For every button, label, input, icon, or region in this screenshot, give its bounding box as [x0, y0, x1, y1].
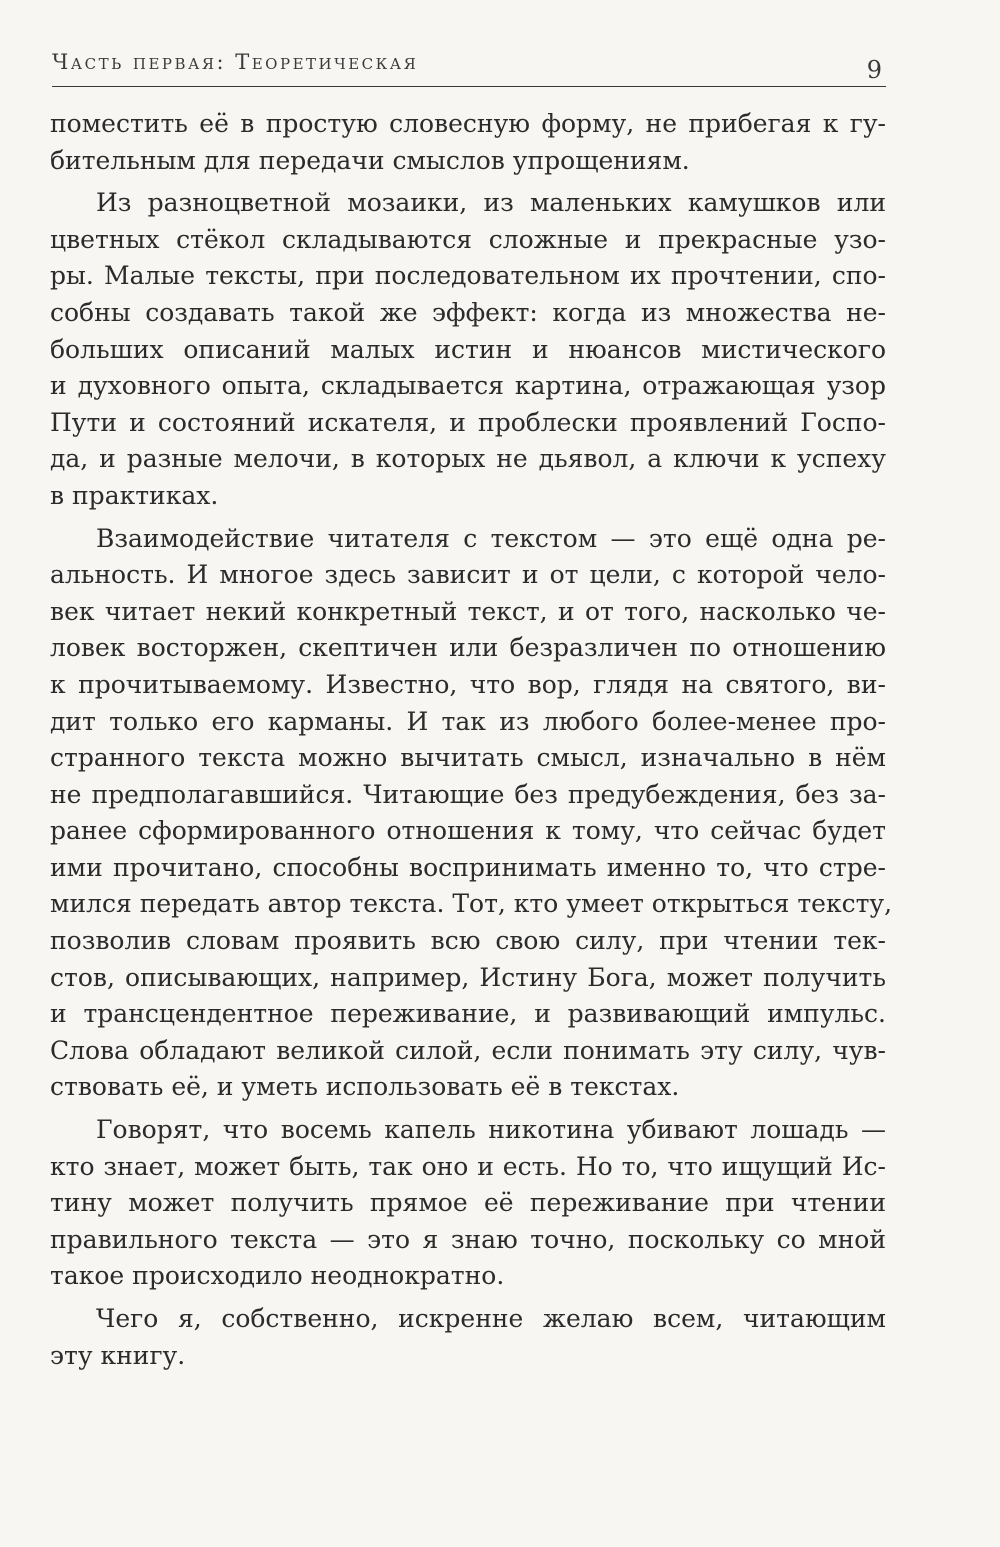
text-line: альность. И многое здесь зависит и от цели, с которой чело-: [50, 560, 886, 590]
body-text: [50, 106, 893, 1380]
running-title: Часть первая: Теоретическая: [52, 50, 419, 74]
paragraph: [50, 521, 893, 1107]
text-line: правильного текста — это я знаю точно, поскольку со мной: [50, 1224, 886, 1254]
text-line: странного текста можно вычитать смысл, изначально в нём: [50, 743, 886, 773]
text-line: эту книгу.: [50, 1340, 186, 1370]
text-line: дит только его карманы. И так из любого более-менее про-: [50, 706, 886, 736]
text-line: Взаимодействие читателя с текстом — это ещё одна ре-: [96, 523, 886, 553]
text-line: такое происходило неоднократно.: [50, 1261, 505, 1291]
text-line: Говорят, что восемь капель никотина убивают лошадь —: [96, 1115, 886, 1145]
text-line: ранее сформированного отношения к тому, что сейчас будет: [50, 816, 886, 846]
text-line: век читает некий конкретный текст, и от того, насколько че-: [50, 596, 886, 626]
text-line: поместить её в простую словесную форму, не прибегая к гу-: [50, 109, 886, 138]
paragraph: [50, 1112, 886, 1295]
text-line: Пути и состояний искателя, и проблески проявлений Госпо-: [50, 407, 886, 437]
text-line: не предполагавшийся. Читающие без предубеждения, без за-: [50, 779, 886, 809]
text-line: цветных стёкол складываются сложные и прекрасные узо-: [50, 224, 886, 254]
page-number: 9: [866, 56, 882, 84]
running-header: [52, 46, 886, 87]
text-line: ими прочитано, способны воспринимать именно то, что стре-: [50, 852, 886, 882]
text-line: стов, описывающих, например, Истину Бога, может получить: [50, 962, 886, 992]
text-line: и духовного опыта, складывается картина, отражающая узор: [50, 371, 886, 401]
text-line: ры. Малые тексты, при последовательном их прочтении, спо-: [50, 261, 886, 291]
text-line: бительным для передачи смыслов упрощениям.: [50, 145, 690, 175]
text-line: Из разноцветной мозаики, из маленьких камушков или: [96, 188, 886, 218]
text-line: больших описаний малых истин и нюансов мистического: [50, 334, 886, 364]
paragraph: [50, 185, 886, 514]
text-line: кто знает, может быть, так оно и есть. Но то, что ищущий Ис-: [50, 1151, 886, 1181]
text-line: и трансцендентное переживание, и развивающий импульс.: [50, 999, 886, 1029]
paragraph: [50, 106, 886, 179]
paragraph: [50, 1301, 886, 1374]
text-line: к прочитываемому. Известно, что вор, глядя на святого, ви-: [50, 669, 886, 699]
text-line: да, и разные мелочи, в которых не дьявол, а ключи к успеху: [50, 444, 886, 474]
text-line: Чего я, собственно, искренне желаю всем, читающим: [96, 1304, 886, 1333]
text-line: в практиках.: [50, 480, 219, 510]
text-line: собны создавать такой же эффект: когда из множества не-: [50, 297, 886, 327]
text-line: ствовать её, и уметь использовать её в текстах.: [50, 1072, 680, 1102]
text-line: Слова обладают великой силой, если понимать эту силу, чув-: [50, 1035, 886, 1065]
text-line: ловек восторжен, скептичен или безразличен по отношению: [50, 633, 886, 663]
text-line: тину может получить прямое её переживание при чтении: [50, 1188, 886, 1218]
text-line: позволив словам проявить всю свою силу, при чтении тек-: [50, 926, 886, 956]
text-line: мился передать автор текста. Тот, кто умеет открыться тексту,: [50, 889, 893, 919]
